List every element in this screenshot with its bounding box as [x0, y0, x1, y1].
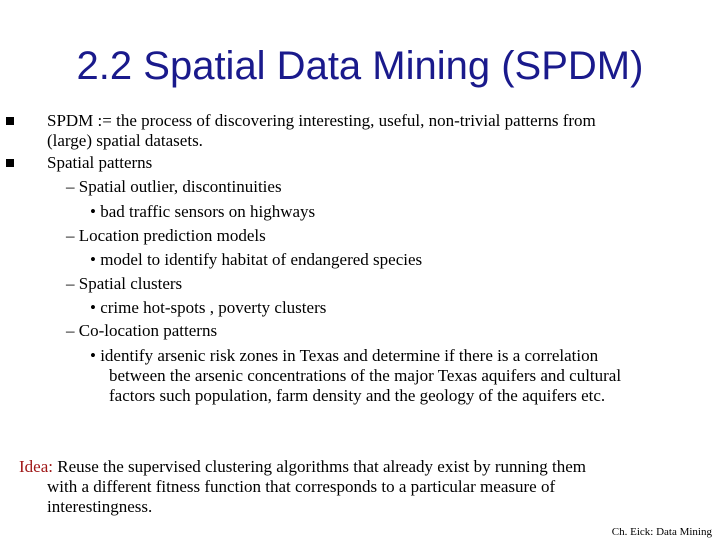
- sub-sub-bullet-text: • bad traffic sensors on highways: [90, 202, 316, 221]
- footer-text: Ch. Eick: Data Mining: [611, 526, 712, 538]
- sub-sub-bullet-text: • identify arsenic risk zones in Texas and determine if there is a correlation: [90, 346, 599, 365]
- sub-bullet-text: – Spatial clusters: [66, 274, 183, 293]
- sub-bullet-text: – Spatial outlier, discontinuities: [66, 177, 282, 196]
- bullet-text: (large) spatial datasets.: [47, 131, 203, 150]
- square-bullet-icon: [6, 117, 14, 125]
- bullet-text: Spatial patterns: [47, 153, 153, 172]
- idea-text: interestingness.: [47, 497, 153, 516]
- sub-sub-bullet-text: • crime hot-spots , poverty clusters: [90, 298, 327, 317]
- sub-sub-bullet-text: between the arsenic concentrations of the major Texas aquifers and cultural: [109, 366, 622, 385]
- sub-bullet-text: – Co-location patterns: [66, 321, 218, 340]
- square-bullet-icon: [6, 159, 14, 167]
- idea-label: Idea:: [19, 457, 53, 476]
- idea-paragraph: [19, 457, 586, 477]
- idea-text: with a different fitness function that corresponds to a particular measure of: [47, 477, 556, 496]
- idea-text: Reuse the supervised clustering algorithms that already exist by running them: [57, 457, 587, 476]
- bullet-text: SPDM := the process of discovering interesting, useful, non-trivial patterns from: [47, 111, 596, 130]
- sub-bullet-text: – Location prediction models: [66, 226, 266, 245]
- sub-sub-bullet-text: factors such population, farm density and the geology of the aquifers etc.: [109, 386, 606, 405]
- sub-sub-bullet-text: • model to identify habitat of endangered species: [90, 250, 423, 269]
- slide-title: 2.2 Spatial Data Mining (SPDM): [76, 44, 644, 88]
